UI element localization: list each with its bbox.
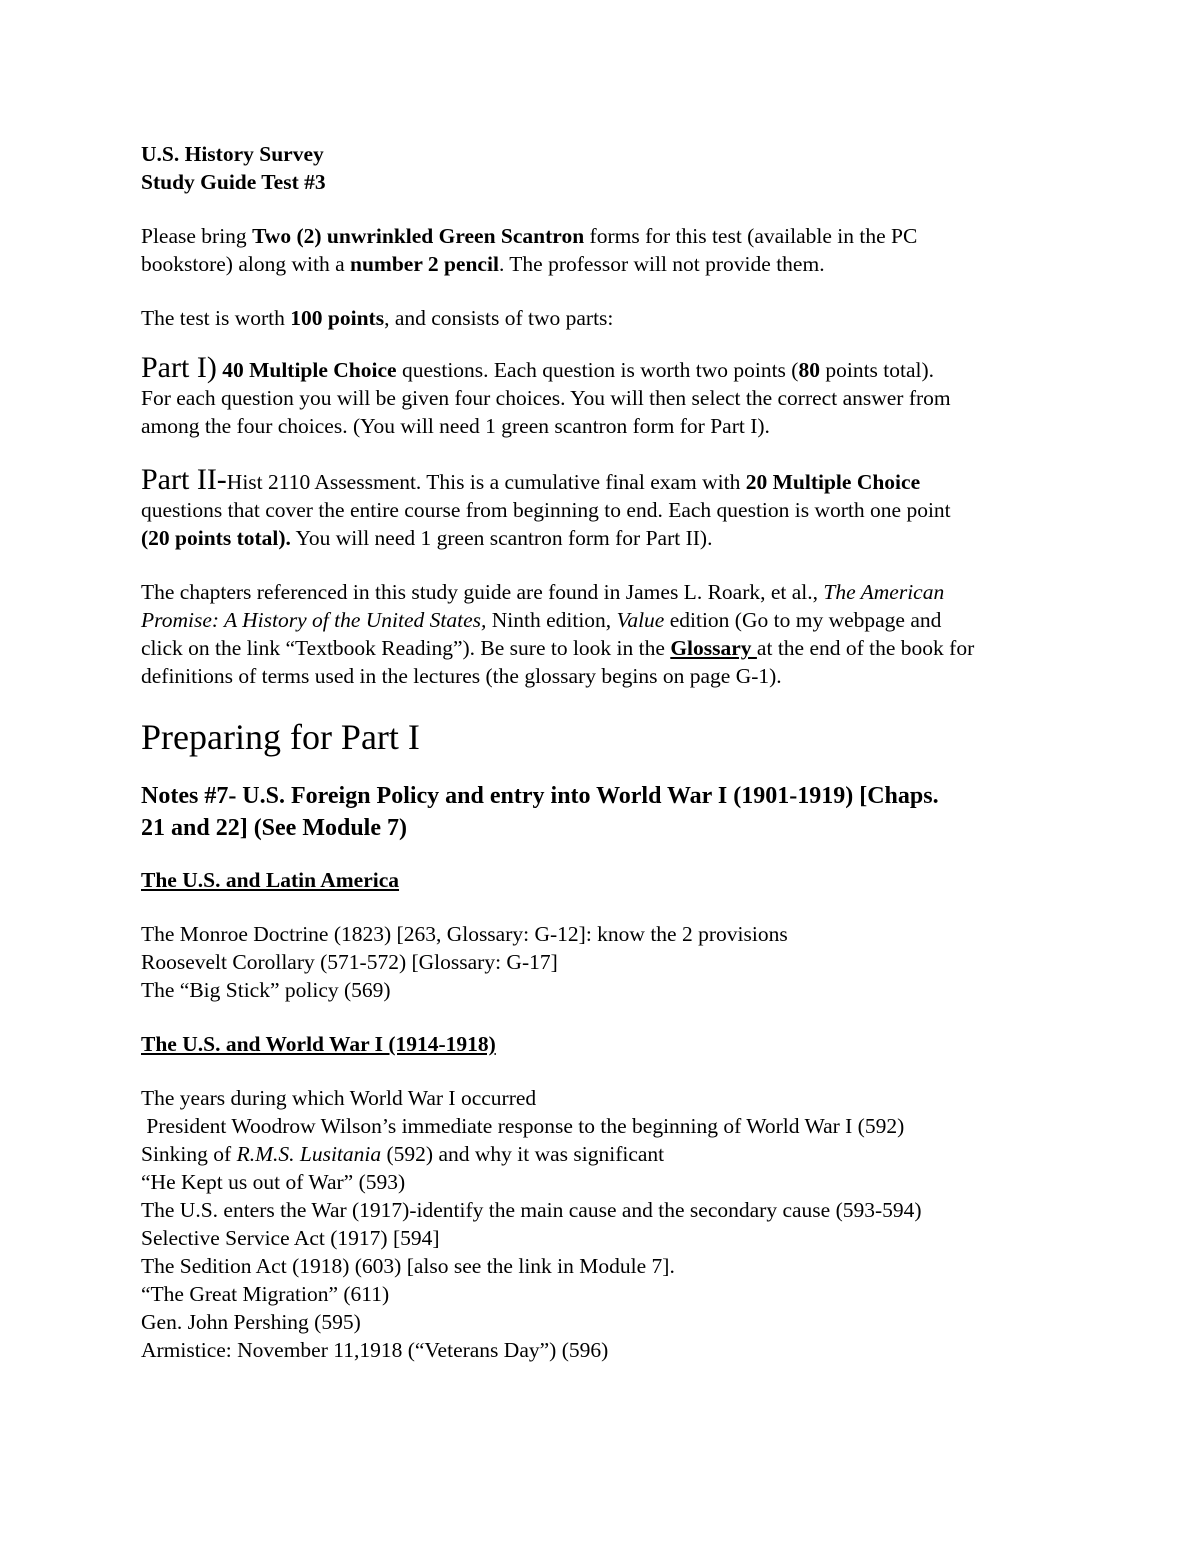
italic-run: R.M.S. Lusitania xyxy=(236,1142,382,1166)
text-run: Sinking of xyxy=(141,1142,237,1166)
latin-heading: The U.S. and Latin America xyxy=(141,868,400,892)
text-run: click on the link “Textbook Reading”). Be sure to look in the xyxy=(141,636,671,660)
italic-run: Value xyxy=(616,608,665,632)
list-item: The Sedition Act (1918) (603) [also see the link in Module 7]. xyxy=(141,1254,675,1278)
text-run: forms for this test (available in the PC xyxy=(584,224,918,248)
bold-run: 40 Multiple Choice xyxy=(216,358,397,382)
list-item: The “Big Stick” policy (569) xyxy=(141,978,391,1002)
list-item: Gen. John Pershing (595) xyxy=(141,1310,361,1334)
part1-paragraph xyxy=(141,351,1071,440)
list-item: “The Great Migration” (611) xyxy=(141,1282,390,1306)
preparing-heading: Preparing for Part I xyxy=(141,717,420,757)
guide-title: Study Guide Test #3 xyxy=(141,170,326,194)
worth-paragraph xyxy=(141,304,1071,332)
list-item: Armistice: November 11,1918 (“Veterans Day”) (596) xyxy=(141,1338,609,1362)
text-run: edition (Go to my webpage and xyxy=(664,608,942,632)
list-item: Selective Service Act (1917) [594] xyxy=(141,1226,440,1250)
bold-run: 100 points xyxy=(290,306,385,330)
text-run: The chapters referenced in this study guide are found in James L. Roark, et al., xyxy=(141,580,824,604)
course-title: U.S. History Survey xyxy=(141,142,324,166)
text-run: points total). xyxy=(819,358,935,382)
bold-run: number 2 pencil xyxy=(350,252,499,276)
text-run: 21 and 22] (See Module 7) xyxy=(141,815,407,841)
list-item: The U.S. enters the War (1917)-identify the main cause and the secondary cause (593-594) xyxy=(141,1198,922,1222)
text-run: Notes #7- U.S. Foreign Policy and entry into World War I (1901-1919) [Chaps. xyxy=(141,783,939,809)
italic-run: Promise: A History of the United States, xyxy=(141,608,487,632)
text-run: For each question you will be given four choices. You will then select the correct answer from xyxy=(141,386,951,410)
document-page xyxy=(141,140,1071,1364)
chapters-paragraph xyxy=(141,578,1071,690)
text-run: definitions of terms used in the lectures (the glossary begins on page G-1). xyxy=(141,664,782,688)
bold-run: Two (2) unwrinkled Green Scantron xyxy=(252,224,585,248)
part1-label: Part I) xyxy=(141,351,217,384)
text-run: (592) and why it was significant xyxy=(381,1142,665,1166)
text-run: at the end of the book for xyxy=(756,636,975,660)
italic-run: The American xyxy=(823,580,945,604)
text-run: Please bring xyxy=(141,224,253,248)
list-item: President Woodrow Wilson’s immediate response to the beginning of World War I (592) xyxy=(141,1114,905,1138)
list-item: The years during which World War I occurred xyxy=(141,1086,537,1110)
list-item: Roosevelt Corollary (571-572) [Glossary: G-17] xyxy=(141,950,558,974)
text-run: . The professor will not provide them. xyxy=(498,252,825,276)
text-run: among the four choices. (You will need 1 green scantron form for Part I). xyxy=(141,414,770,438)
text-run: Hist 2110 Assessment. This is a cumulative final exam with xyxy=(226,470,746,494)
list-item: The Monroe Doctrine (1823) [263, Glossary: G-12]: know the 2 provisions xyxy=(141,922,788,946)
text-run: You will need 1 green scantron form for Part II). xyxy=(290,526,713,550)
bold-run: (20 points total). xyxy=(141,526,291,550)
text-run: , and consists of two parts: xyxy=(384,306,614,330)
text-run: bookstore) along with a xyxy=(141,252,350,276)
text-run: The test is worth xyxy=(141,306,291,330)
bold-run: 20 Multiple Choice xyxy=(745,470,921,494)
list-item: “He Kept us out of War” (593) xyxy=(141,1170,406,1194)
glossary-term: Glossary xyxy=(670,636,757,660)
ww1-heading: The U.S. and World War I (1914-1918) xyxy=(141,1032,496,1056)
list-item xyxy=(141,1140,1071,1168)
text-run: questions. Each question is worth two points ( xyxy=(396,358,799,382)
bold-run: 80 xyxy=(798,358,820,382)
part2-label: Part II- xyxy=(141,463,227,496)
notes-heading xyxy=(141,780,1071,844)
part2-paragraph xyxy=(141,463,1071,552)
text-run: questions that cover the entire course from beginning to end. Each question is worth one point xyxy=(141,498,951,522)
bring-paragraph xyxy=(141,222,1071,278)
text-run: Ninth edition, xyxy=(486,608,617,632)
